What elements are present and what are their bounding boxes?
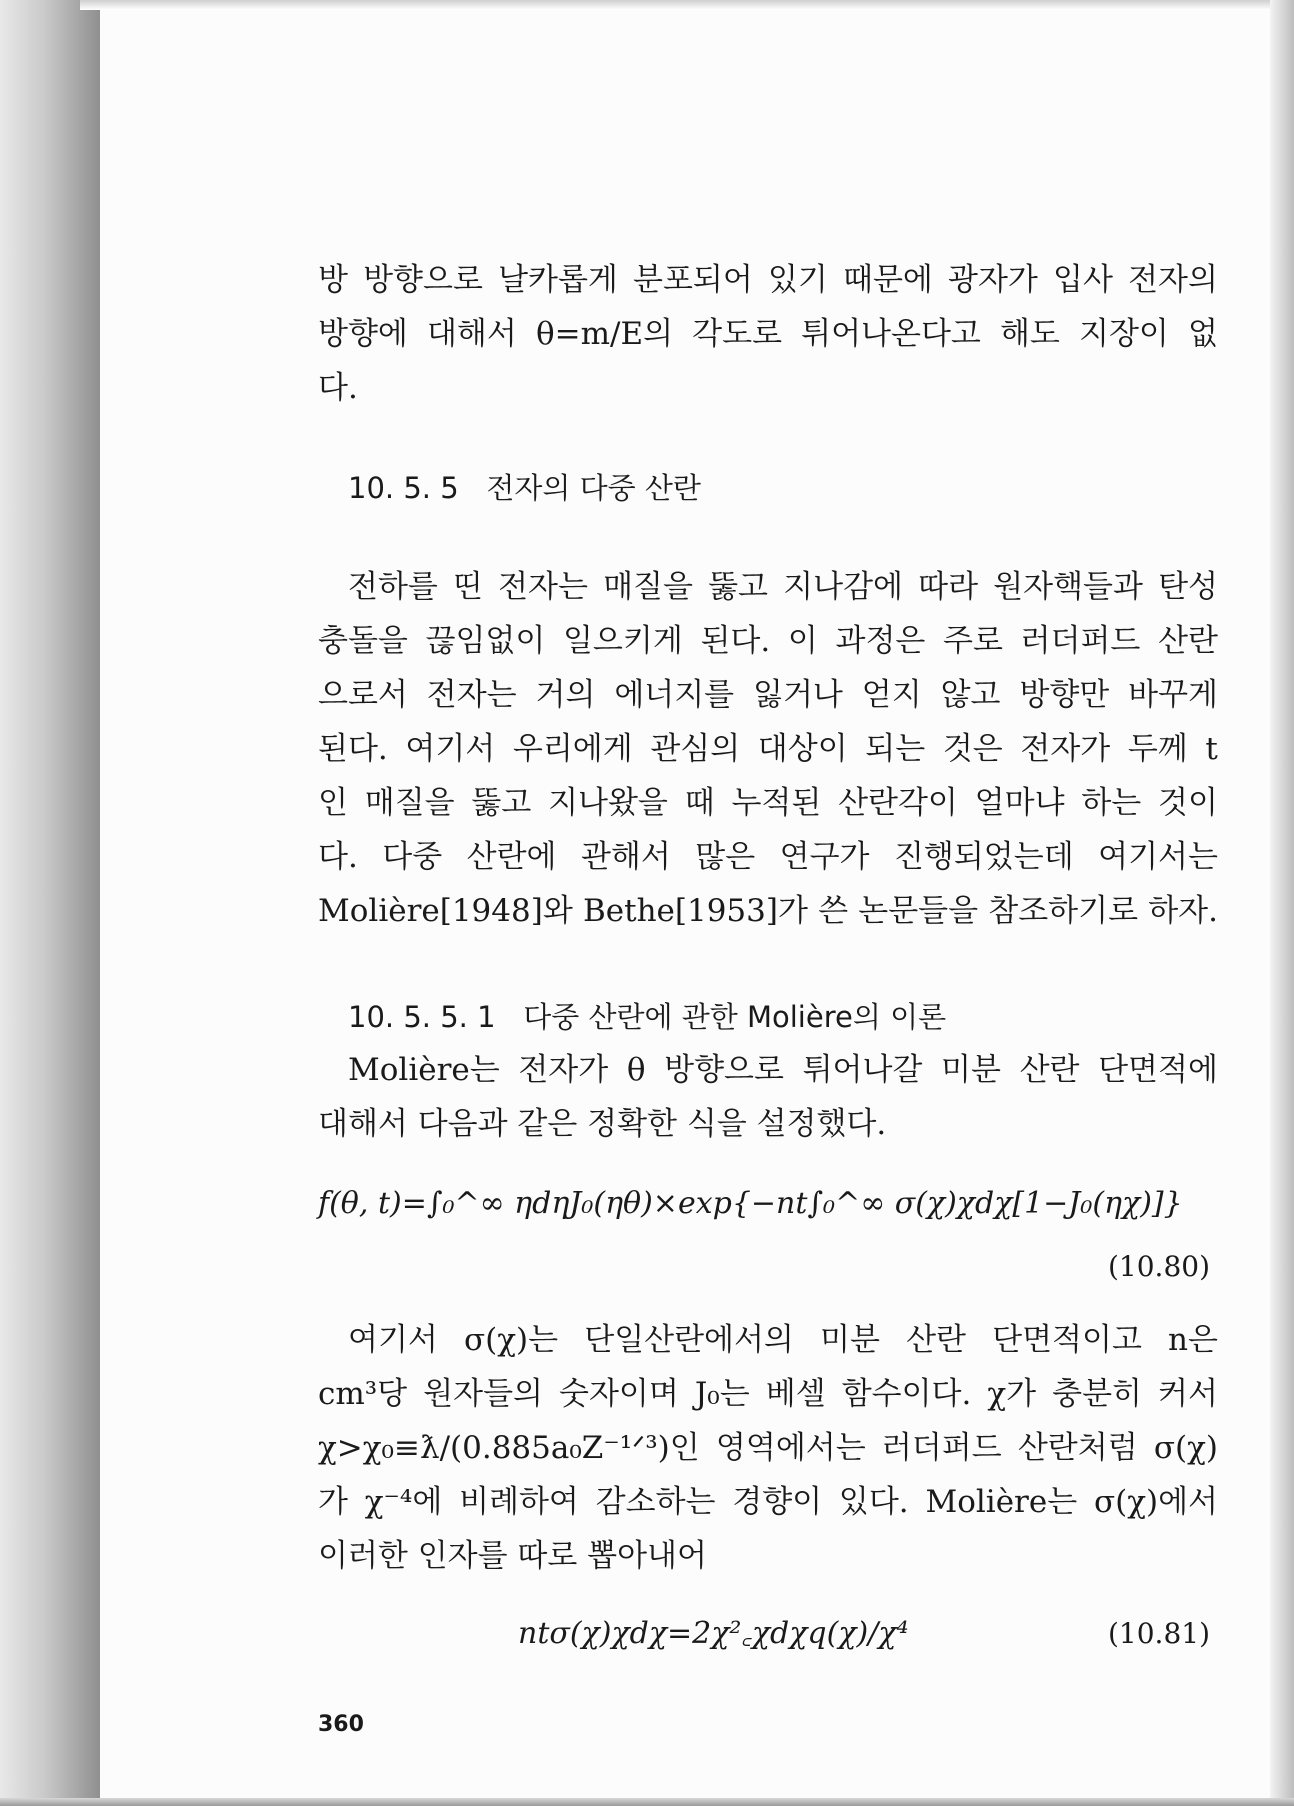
paragraph2-line-6: 다. 다중 산란에 관해서 많은 연구가 진행되었는데 여기서는	[318, 839, 1218, 875]
section-heading	[348, 466, 701, 510]
paragraph2-line-4: 된다. 여기서 우리에게 관심의 대상이 되는 것은 전자가 두께 t	[318, 731, 1218, 767]
section-title: 전자의 다중 산란	[486, 471, 701, 505]
paragraph3-line-1: Molière는 전자가 θ 방향으로 튀어나갈 미분 산란 단면적에	[348, 1052, 1218, 1088]
page-number: 360	[318, 1712, 364, 1737]
subsection-heading	[348, 995, 946, 1039]
paragraph2-line-3: 으로서 전자는 거의 에너지를 잃거나 얻지 않고 방향만 바꾸게	[318, 677, 1218, 713]
paragraph4-line-4: 가 χ⁻⁴에 비례하여 감소하는 경향이 있다. Molière는 σ(χ)에서	[318, 1484, 1218, 1520]
paragraph2-line-2: 충돌을 끊임없이 일으키게 된다. 이 과정은 주로 러더퍼드 산란	[318, 623, 1218, 659]
book-page	[100, 10, 1270, 1798]
paragraph4-line-2: cm³당 원자들의 숫자이며 J₀는 베셀 함수이다. χ가 충분히 커서	[318, 1376, 1218, 1412]
book-left-edge	[0, 0, 100, 1806]
equation-10-80: f(θ, t)=∫₀^∞ ηdηJ₀(ηθ)×exp{−nt∫₀^∞ σ(χ)χdχ[1−J₀(ηχ)]}	[318, 1186, 1183, 1221]
paragraph4-line-3: χ>χ₀≡ƛ/(0.885a₀Z⁻¹ᐟ³)인 영역에서는 러더퍼드 산란처럼 σ(χ)	[318, 1430, 1218, 1466]
paragraph2-line-5: 인 매질을 뚫고 지나왔을 때 누적된 산란각이 얼마냐 하는 것이	[318, 785, 1218, 821]
paragraph1-line-1: 방 방향으로 날카롭게 분포되어 있기 때문에 광자가 입사 전자의	[318, 262, 1218, 298]
paragraph2-line-7: Molière[1948]와 Bethe[1953]가 쓴 논문들을 참조하기로 하자.	[318, 893, 1218, 929]
section-number: 10. 5. 5	[348, 471, 459, 505]
book-top-edge	[80, 0, 1294, 10]
equation-number-10-80: (10.80)	[1108, 1250, 1211, 1283]
equation-10-81: ntσ(χ)χdχ=2χ²꜀χdχq(χ)/χ⁴	[518, 1616, 909, 1651]
paragraph1-line-2: 방향에 대해서 θ=m/E의 각도로 튀어나온다고 해도 지장이 없	[318, 316, 1218, 352]
paragraph1-line-3: 다.	[318, 370, 358, 406]
subsection-title: 다중 산란에 관한 Molière의 이론	[523, 1000, 947, 1034]
equation-number-10-81: (10.81)	[1108, 1617, 1211, 1650]
book-right-edge	[1270, 0, 1294, 1806]
paragraph2-line-1: 전하를 띤 전자는 매질을 뚫고 지나감에 따라 원자핵들과 탄성	[348, 569, 1218, 605]
paragraph4-line-1: 여기서 σ(χ)는 단일산란에서의 미분 산란 단면적이고 n은	[348, 1322, 1218, 1358]
paragraph3-line-2: 대해서 다음과 같은 정확한 식을 설정했다.	[318, 1106, 887, 1142]
subsection-number: 10. 5. 5. 1	[348, 1000, 496, 1034]
paragraph4-line-5: 이러한 인자를 따로 뽑아내어	[318, 1538, 707, 1574]
book-bottom-edge	[0, 1798, 1294, 1806]
